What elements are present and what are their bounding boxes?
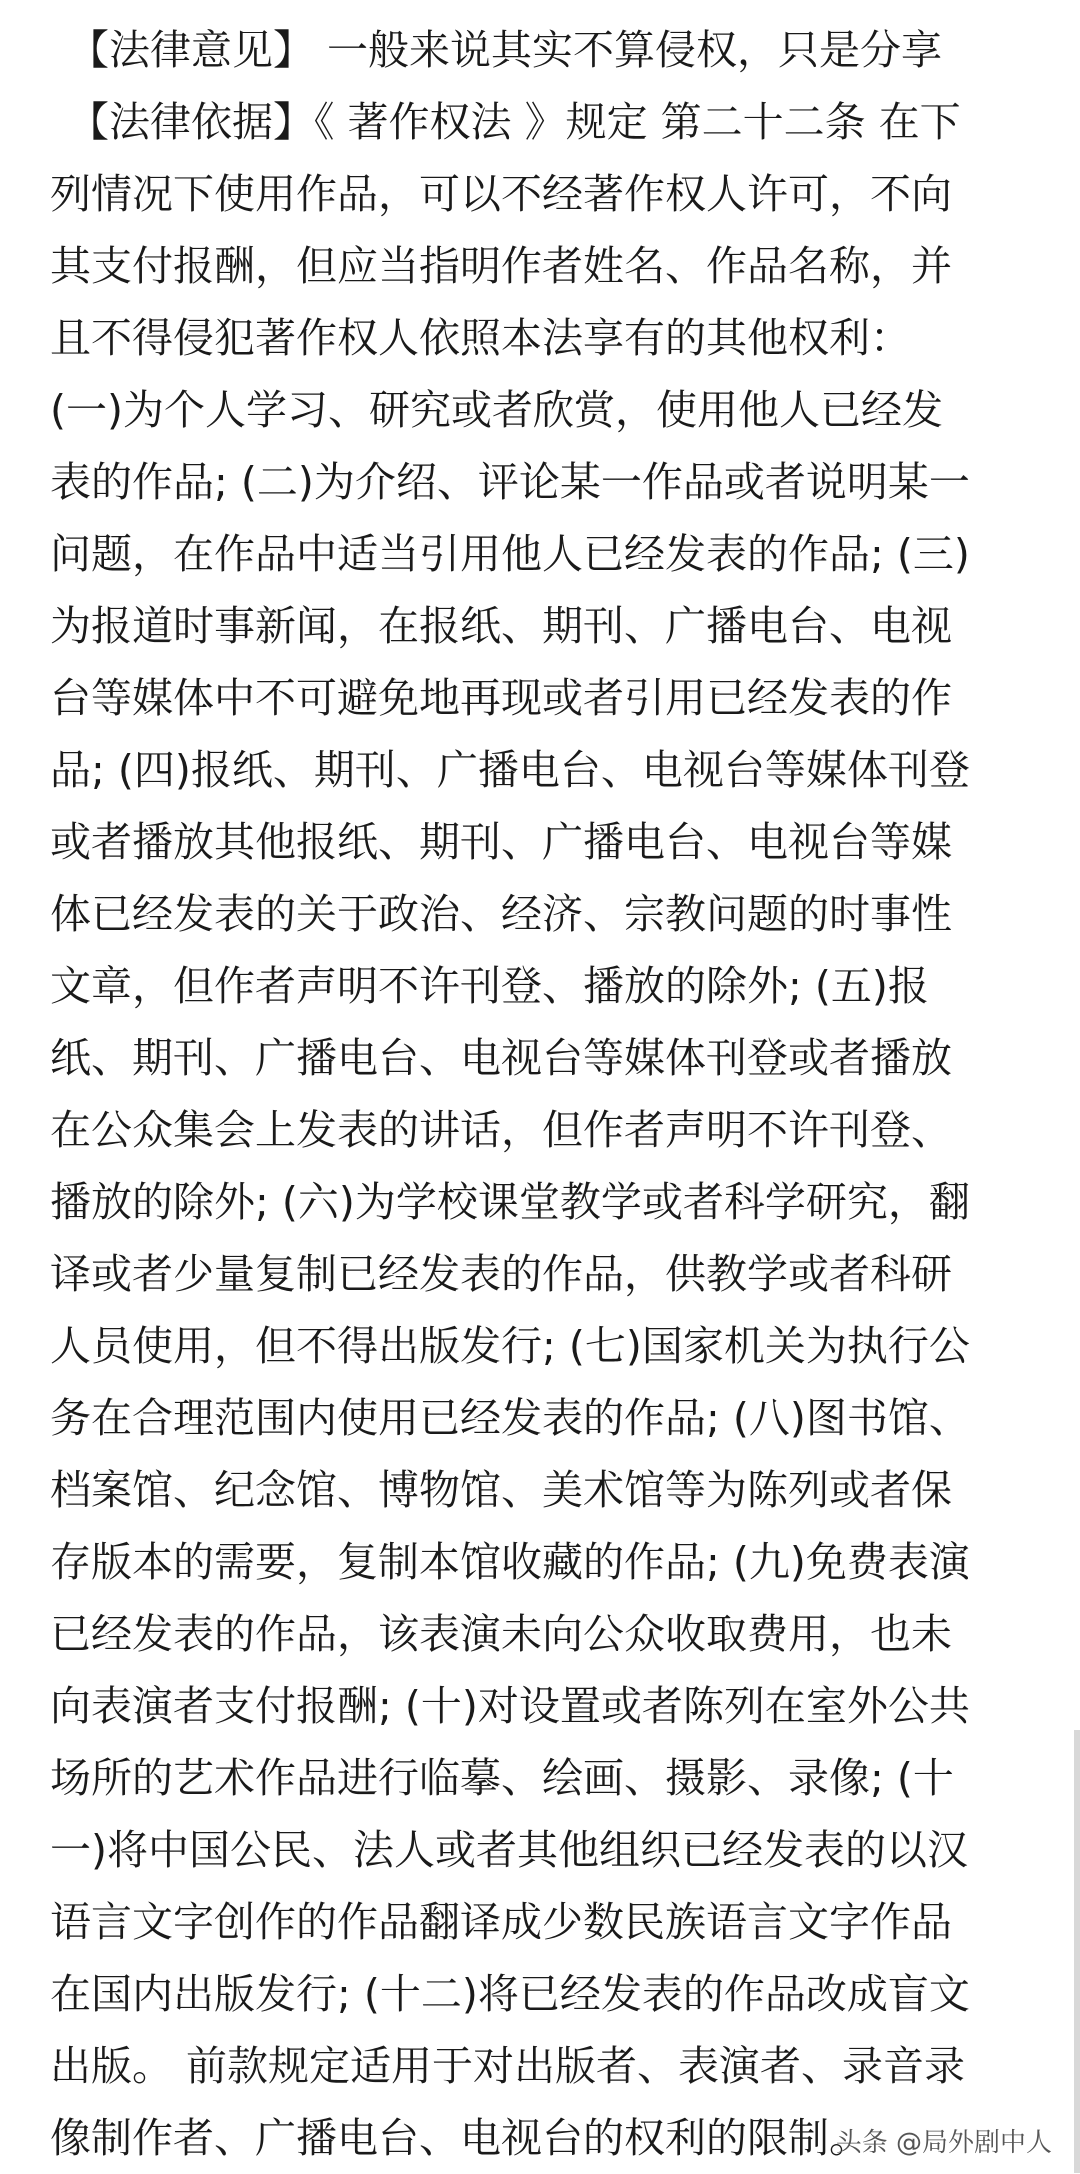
text-line: 列情况下使用作品，可以不经著作权人许可，不向 xyxy=(50,170,952,218)
text-line: 品; (四)报纸、期刊、广播电台、电视台等媒体刊登 xyxy=(50,746,970,794)
text-line: 台等媒体中不可避免地再现或者引用已经发表的作 xyxy=(50,674,952,722)
text-line: (一)为个人学习、研究或者欣赏，使用他人已经发 xyxy=(50,386,943,434)
text-line: 或者播放其他报纸、期刊、广播电台、电视台等媒 xyxy=(50,818,952,866)
text-line: 一)将中国公民、法人或者其他组织已经发表的以汉 xyxy=(50,1826,968,1874)
text-line: 文章，但作者声明不许刊登、播放的除外; (五)报 xyxy=(50,962,929,1010)
text-line: 语言文字创作的作品翻译成少数民族语言文字作品 xyxy=(50,1898,952,1946)
text-line: 务在合理范围内使用已经发表的作品; (八)图书馆、 xyxy=(50,1394,970,1442)
text-line: 其支付报酬，但应当指明作者姓名、作品名称，并 xyxy=(50,242,952,290)
scrollbar[interactable] xyxy=(1074,1730,1080,2173)
legal-text-body xyxy=(50,14,1050,2174)
text-line: 【法律依据】《 著作权法 》规定 第二十二条 在下 xyxy=(68,98,961,146)
text-line: 在国内出版发行; (十二)将已经发表的作品改成盲文 xyxy=(50,1970,970,2018)
text-line: 场所的艺术作品进行临摹、绘画、摄影、录像; (十 xyxy=(50,1754,954,1802)
text-line: 人员使用，但不得出版发行; (七)国家机关为执行公 xyxy=(50,1322,970,1370)
text-line: 像制作者、广播电台、电视台的权利的限制。 xyxy=(50,2114,870,2162)
text-line: 出版。 前款规定适用于对出版者、表演者、录音录 xyxy=(50,2042,966,2090)
text-line: 存版本的需要，复制本馆收藏的作品; (九)免费表演 xyxy=(50,1538,970,1586)
text-line: 译或者少量复制已经发表的作品，供教学或者科研 xyxy=(50,1250,952,1298)
text-line: 纸、期刊、广播电台、电视台等媒体刊登或者播放 xyxy=(50,1034,952,1082)
text-line: 档案馆、纪念馆、博物馆、美术馆等为陈列或者保 xyxy=(50,1466,952,1514)
watermark-text: 头条 @局外剧中人 xyxy=(835,2128,1052,2158)
text-line: 已经发表的作品，该表演未向公众收取费用，也未 xyxy=(50,1610,952,1658)
text-line: 【法律意见】 一般来说其实不算侵权，只是分享 xyxy=(68,26,943,74)
text-line: 为报道时事新闻，在报纸、期刊、广播电台、电视 xyxy=(50,602,952,650)
text-line: 在公众集会上发表的讲话，但作者声明不许刊登、 xyxy=(50,1106,952,1154)
text-line: 表的作品; (二)为介绍、评论某一作品或者说明某一 xyxy=(50,458,970,506)
text-line: 播放的除外; (六)为学校课堂教学或者科学研究，翻 xyxy=(50,1178,970,1226)
text-line: 问题，在作品中适当引用他人已经发表的作品; (三) xyxy=(50,530,970,578)
text-line: 体已经发表的关于政治、经济、宗教问题的时事性 xyxy=(50,890,952,938)
text-line: 且不得侵犯著作权人依照本法享有的其他权利： xyxy=(50,314,911,362)
text-line: 向表演者支付报酬; (十)对设置或者陈列在室外公共 xyxy=(50,1682,970,1730)
